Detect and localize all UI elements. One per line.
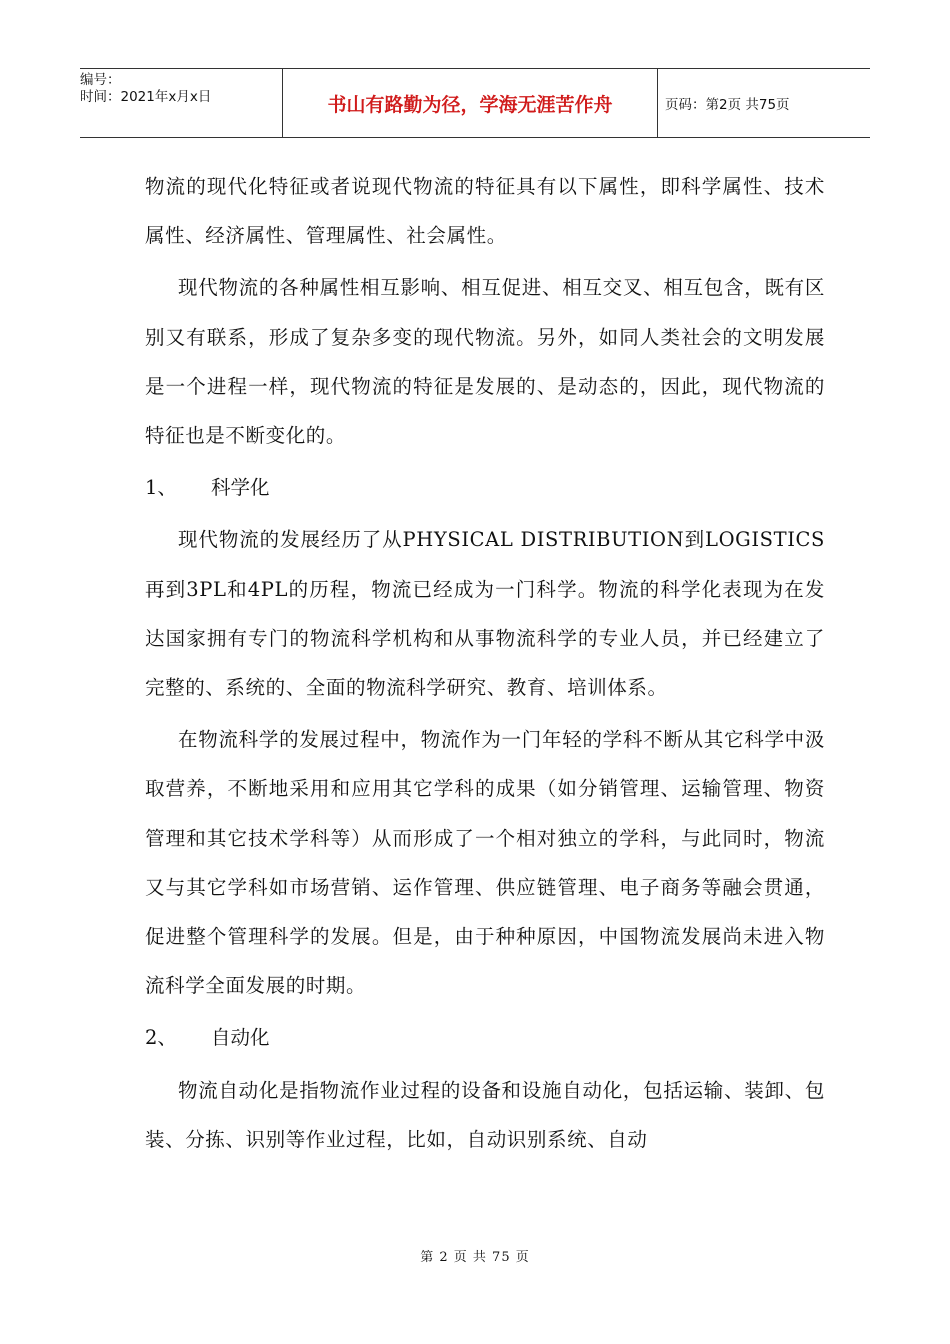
- paragraph: 在物流科学的发展过程中，物流作为一门年轻的学科不断从其它科学中汲取营养，不断地采用和应用其它学科的成果（如分销管理、运输管理、物资管理和其它技术学科等）从而形成了一个相对独立的学科，与此同时，物流又与其它学科如市场营销、运作管理、供应链管理、电子商务等融会贯通，促进整个管理科学的发展。但是，由于种种原因，中国物流发展尚未进入物流科学全面发展的时期。: [145, 728, 825, 998]
- document-number-label: 编号：: [80, 72, 121, 88]
- document-time-label: 时间：2021年x月x日: [80, 89, 212, 105]
- section-heading: [145, 1013, 825, 1062]
- header-motto: 书山有路勤为径，学海无涯苦作舟: [282, 69, 658, 137]
- page-header: [80, 68, 870, 138]
- paragraph: 现代物流的各种属性相互影响、相互促进、相互交叉、相互包含，既有区别又有联系，形成了复杂多变的现代物流。另外，如同人类社会的文明发展是一个进程一样，现代物流的特征是发展的、是动态的，因此，现代物流的特征也是不断变化的。: [145, 276, 825, 448]
- header-meta: [80, 69, 282, 140]
- section-heading: [145, 463, 825, 512]
- section-number: 2、: [145, 1026, 177, 1050]
- paragraph: 物流自动化是指物流作业过程的设备和设施自动化，包括运输、装卸、包装、分拣、识别等作业过程，比如，自动识别系统、自动: [145, 1078, 825, 1151]
- paragraph: 物流的现代化特征或者说现代物流的特征具有以下属性，即科学属性、技术属性、经济属性、管理属性、社会属性。: [145, 175, 825, 248]
- paragraph: 现代物流的发展经历了从PHYSICAL DISTRIBUTION到LOGISTICS再到3PL和4PL的历程，物流已经成为一门科学。物流的科学化表现为在发达国家拥有专门的物流科学机构和从事物流科学的专业人员，并已经建立了完整的、系统的、全面的物流科学研究、教育、培训体系。: [145, 528, 825, 700]
- section-number: 1、: [145, 476, 177, 500]
- header-page-info: 页码：第2页 共75页: [665, 97, 790, 113]
- document-body: [145, 162, 825, 1167]
- page-footer: 第 2 页 共 75 页: [420, 1250, 530, 1265]
- section-title: 自动化: [211, 1026, 270, 1050]
- section-title: 科学化: [211, 476, 270, 500]
